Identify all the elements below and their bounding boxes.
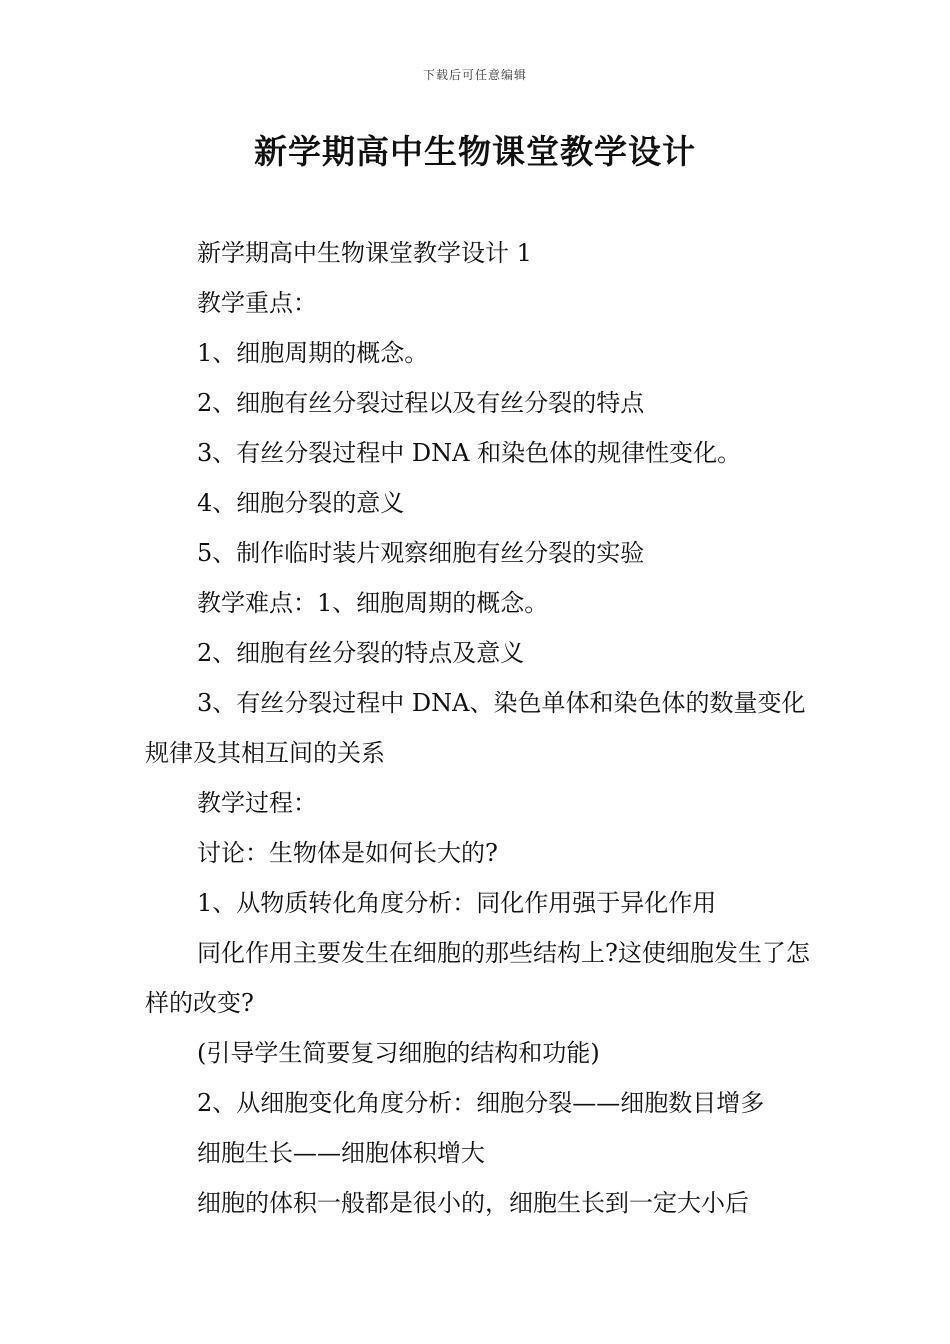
paragraph: 1、从物质转化角度分析：同化作用强于异化作用 — [197, 889, 717, 917]
paragraph: 教学难点：1、细胞周期的概念。 — [197, 589, 549, 617]
paragraph: 2、从细胞变化角度分析：细胞分裂——细胞数目增多 — [197, 1089, 765, 1117]
paragraph: 讨论：生物体是如何长大的? — [197, 839, 498, 867]
paragraph: 5、制作临时装片观察细胞有丝分裂的实验 — [197, 539, 645, 567]
paragraph: 同化作用主要发生在细胞的那些结构上?这使细胞发生了怎样的改变? — [145, 939, 810, 1017]
header-note: 下载后可任意编辑 — [422, 68, 527, 82]
paragraph: 2、细胞有丝分裂过程以及有丝分裂的特点 — [197, 389, 645, 417]
document-title: 新学期高中生物课堂教学设计 — [254, 132, 696, 171]
paragraph: (引导学生简要复习细胞的结构和功能) — [197, 1039, 600, 1067]
paragraph: 1、细胞周期的概念。 — [197, 339, 429, 367]
paragraph: 细胞的体积一般都是很小的，细胞生长到一定大小后 — [197, 1189, 749, 1217]
paragraph: 新学期高中生物课堂教学设计 1 — [197, 239, 532, 267]
paragraph: 3、有丝分裂过程中 DNA、染色单体和染色体的数量变化规律及其相互间的关系 — [145, 689, 806, 767]
paragraph: 3、有丝分裂过程中 DNA 和染色体的规律性变化。 — [197, 439, 742, 467]
paragraph: 教学过程： — [197, 789, 317, 817]
paragraph: 2、细胞有丝分裂的特点及意义 — [197, 639, 525, 667]
paragraph: 4、细胞分裂的意义 — [197, 489, 405, 517]
document-body — [145, 228, 810, 1228]
paragraph: 教学重点： — [197, 289, 317, 317]
paragraph: 细胞生长——细胞体积增大 — [197, 1139, 485, 1167]
